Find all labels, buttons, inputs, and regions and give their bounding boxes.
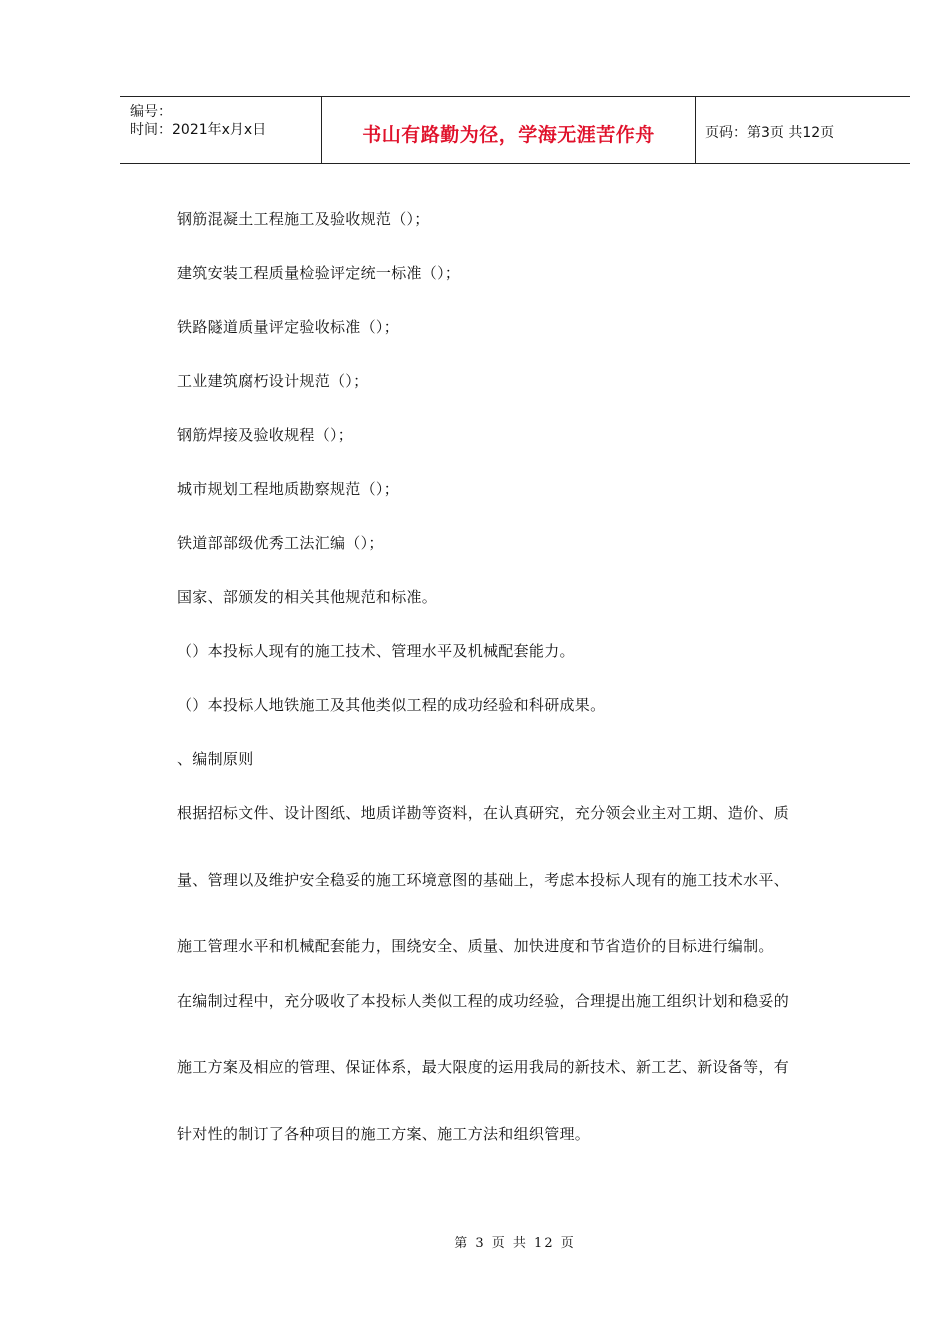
body-line: 在编制过程中，充分吸收了本投标人类似工程的成功经验，合理提出施工组织计划和稳妥的 [177, 992, 790, 1010]
header-right-cell [695, 97, 910, 163]
body-line: 施工方案及相应的管理、保证体系，最大限度的运用我局的新技术、新工艺、新设备等，有 [177, 1058, 790, 1076]
body-line: （）本投标人地铁施工及其他类似工程的成功经验和科研成果。 [177, 696, 606, 714]
body-line: 建筑安装工程质量检验评定统一标准（）； [177, 264, 461, 282]
body-line: （）本投标人现有的施工技术、管理水平及机械配套能力。 [177, 642, 575, 660]
document-code-label: 编号： [130, 104, 172, 120]
body-line: 国家、部颁发的相关其他规范和标准。 [177, 588, 438, 606]
page-header [120, 96, 910, 164]
body-line: 钢筋焊接及验收规程（）； [177, 426, 354, 444]
body-line: 城市规划工程地质勘察规范（）； [177, 480, 400, 498]
header-middle-cell [321, 97, 696, 163]
header-left-cell [120, 97, 320, 163]
body-line: 钢筋混凝土工程施工及验收规范（）； [177, 210, 430, 228]
body-line: 根据招标文件、设计图纸、地质详勘等资料，在认真研究，充分领会业主对工期、造价、质 [177, 804, 790, 822]
document-time-label: 时间：2021年x月x日 [130, 122, 267, 138]
header-page-number: 页码：第3页 共12页 [705, 125, 835, 141]
body-line: 量、管理以及维护安全稳妥的施工环境意图的基础上，考虑本投标人现有的施工技术水平、 [177, 871, 790, 889]
body-line: 施工管理水平和机械配套能力，围绕安全、质量、加快进度和节省造价的目标进行编制。 [177, 937, 774, 955]
body-line: 针对性的制订了各种项目的施工方案、施工方法和组织管理。 [177, 1125, 591, 1143]
body-line: 铁路隧道质量评定验收标准（）； [177, 318, 400, 336]
section-heading: 、编制原则 [177, 750, 254, 768]
header-motto: 书山有路勤为径，学海无涯苦作舟 [362, 124, 655, 146]
page-footer: 第 3 页 共 12 页 [454, 1236, 576, 1251]
body-line: 工业建筑腐朽设计规范（）； [177, 372, 369, 390]
body-line: 铁道部部级优秀工法汇编（）； [177, 534, 384, 552]
